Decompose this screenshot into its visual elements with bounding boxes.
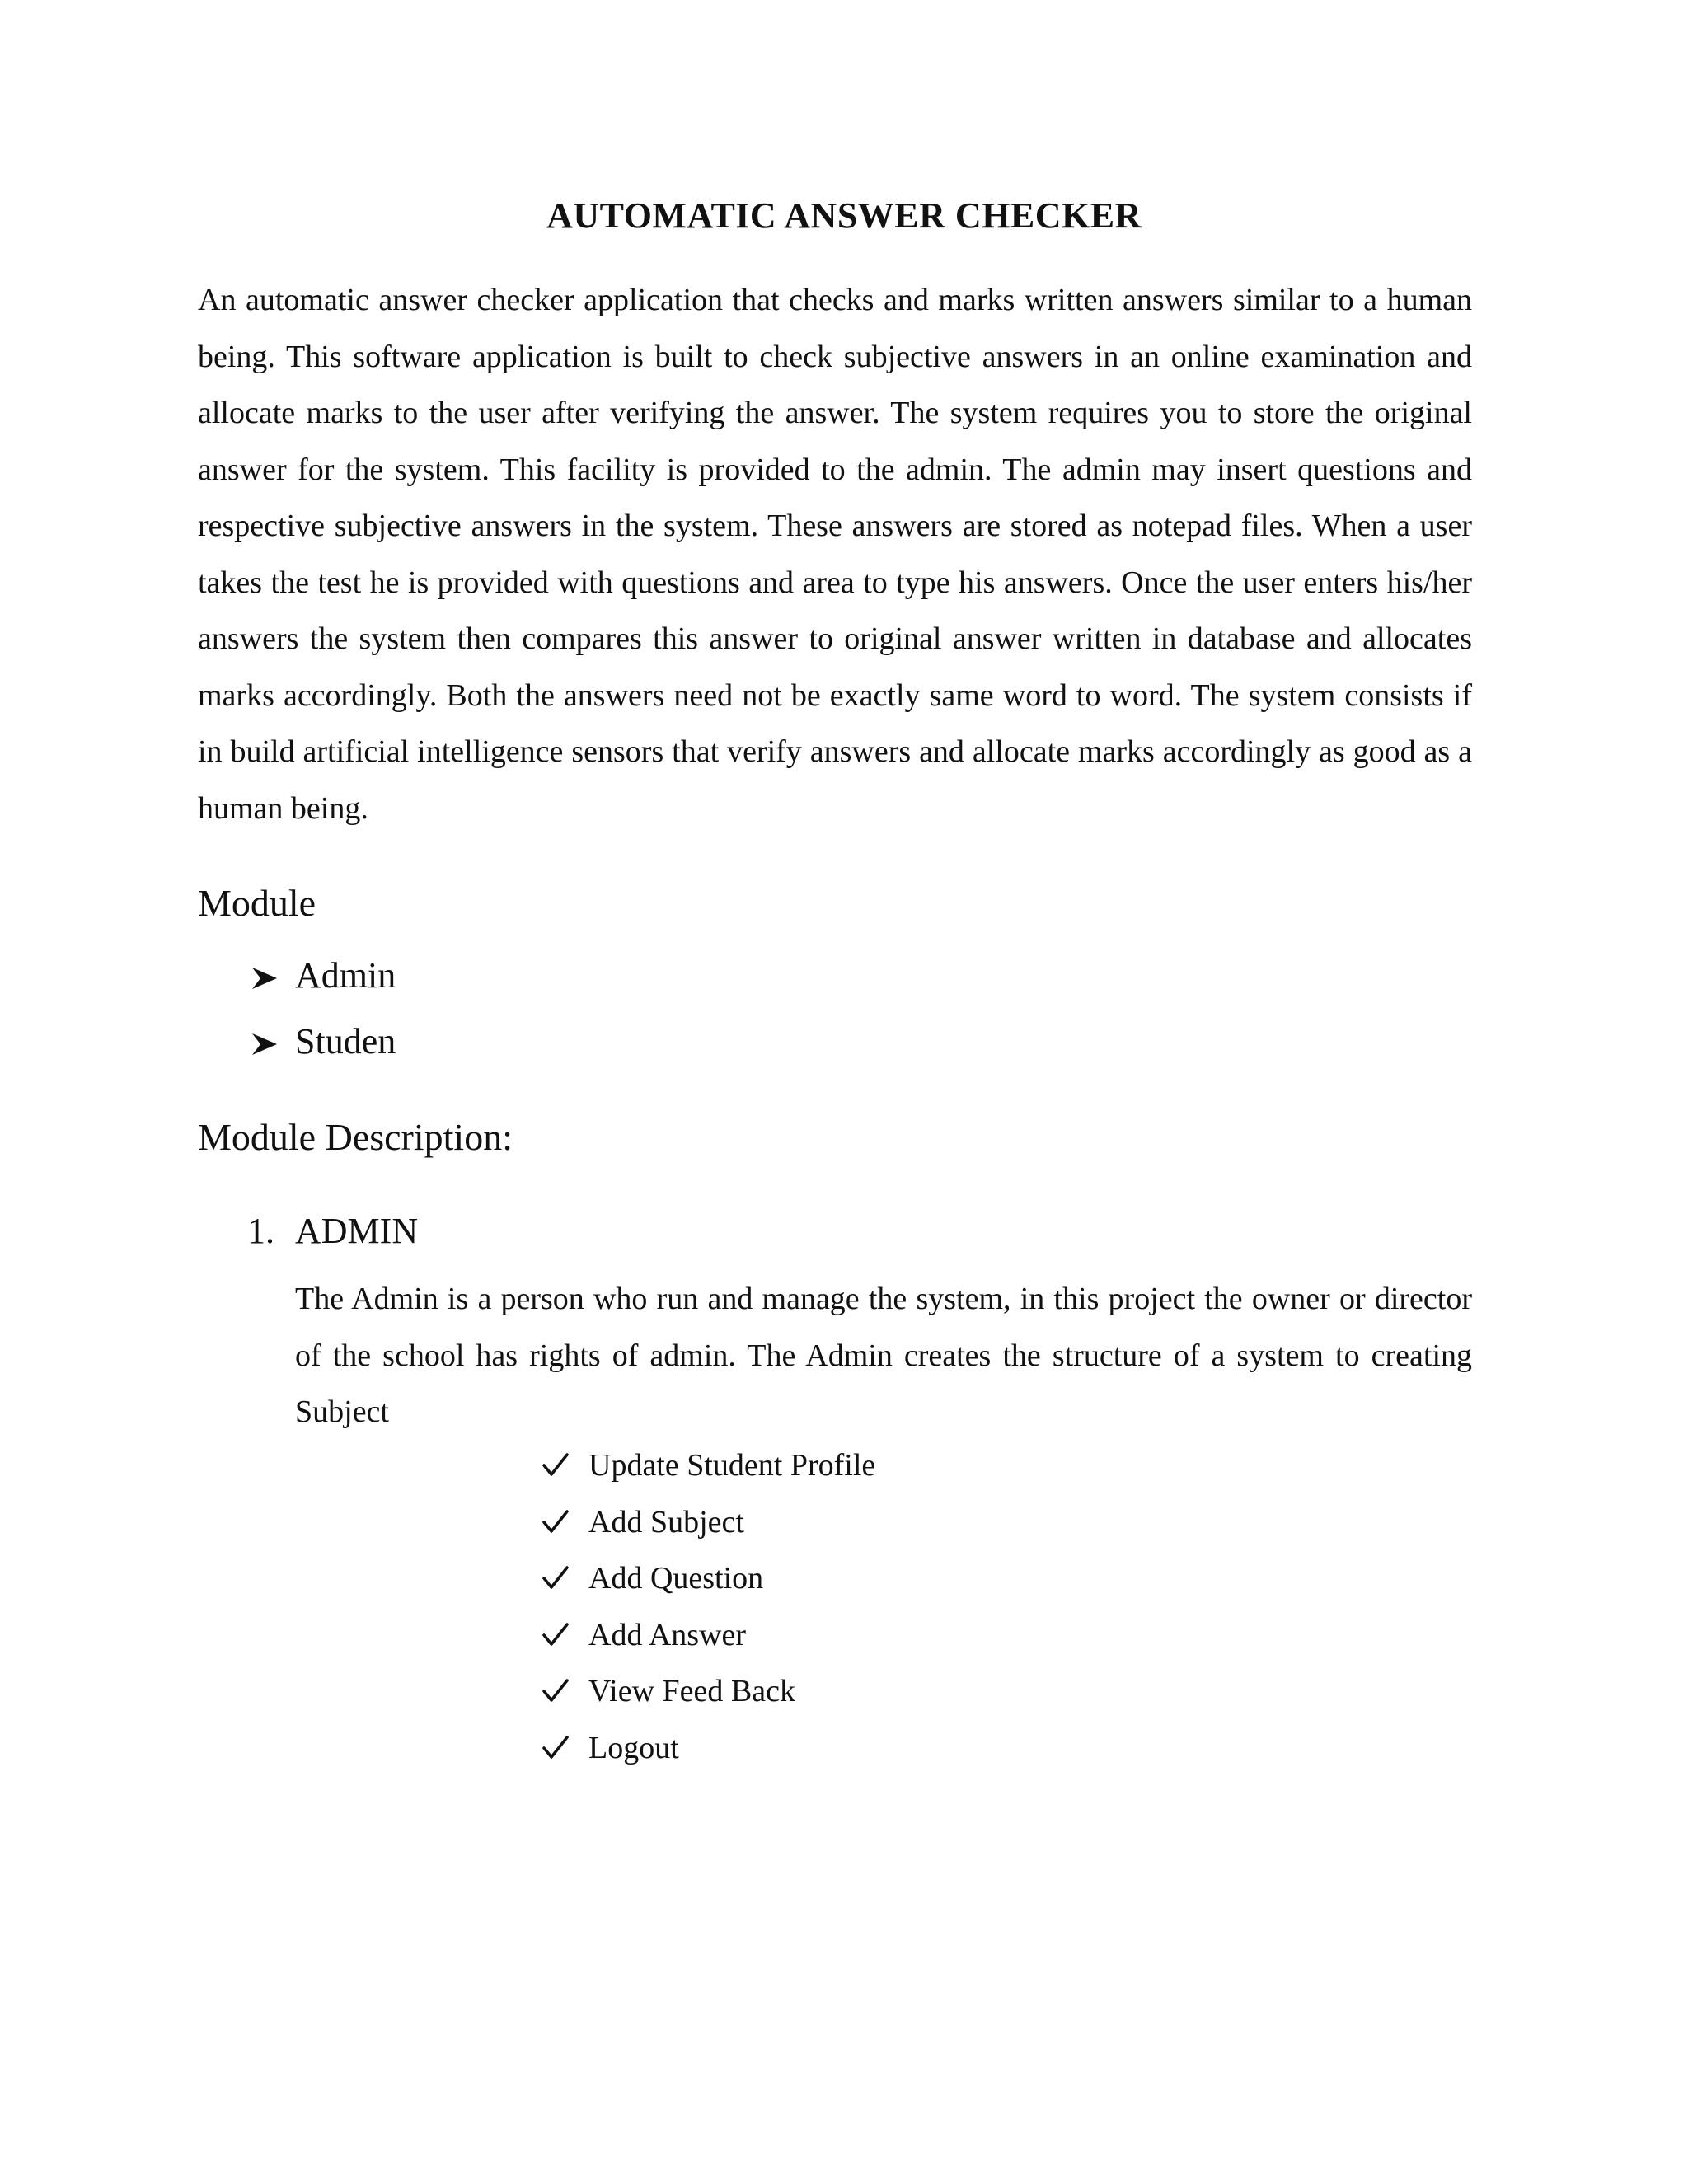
checkmark-icon [541,1441,588,1490]
list-item [541,1723,875,1780]
task-label: Update Student Profile [588,1448,876,1483]
module-description-heading: Module Description: [198,1116,513,1158]
list-item [541,1666,875,1723]
section-title: ADMIN [295,1211,419,1251]
module-list [247,951,396,1083]
list-item [247,1017,396,1083]
module-label: Admin [295,955,396,996]
module-heading: Module [198,882,316,924]
list-item [541,1554,875,1610]
task-label: Add Answer [588,1617,747,1652]
document-title: AUTOMATIC ANSWER CHECKER [546,195,1142,236]
arrow-bullet-icon [247,1017,295,1066]
list-item [541,1441,875,1497]
admin-task-list [541,1441,875,1779]
list-item [541,1610,875,1667]
task-label: Add Question [588,1561,764,1596]
admin-paragraph: The Admin is a person who run and manage the system, in this project the owner or director of the school has rights of admin. The Admin creates the structure of a system to creating Subject [295,1282,1472,1429]
module-label: Studen [295,1021,396,1062]
checkmark-icon [541,1610,588,1660]
list-item [541,1497,875,1554]
task-label: View Feed Back [588,1674,795,1708]
checkmark-icon [541,1554,588,1603]
checkmark-icon [541,1723,588,1773]
section-number: 1. [247,1211,274,1251]
arrow-bullet-icon [247,951,295,1001]
task-label: Add Subject [588,1504,744,1540]
admin-section-heading [247,1207,418,1256]
list-item [247,951,396,1017]
intro-paragraph: An automatic answer checker application that checks and marks written answers similar to a human being. This software application is built to check subjective answers in an online examination and allocate marks to the user after verifying the answer. The system requires you to store the original answer for the system. This facility is provided to the admin. The admin may insert questions and respective subjective answers in the system. These answers are stored as notepad files. When a user takes the test he is provided with questions and area to type his answers. Once the user enters his/her answers the system then compares this answer to original answer written in database and allocates marks accordingly. Both the answers need not be exactly same word to word. The system consists if in build artificial intelligence sensors that verify answers and allocate marks accordingly as good as a human being. [198,283,1472,826]
checkmark-icon [541,1497,588,1547]
task-label: Logout [588,1730,679,1765]
checkmark-icon [541,1666,588,1716]
